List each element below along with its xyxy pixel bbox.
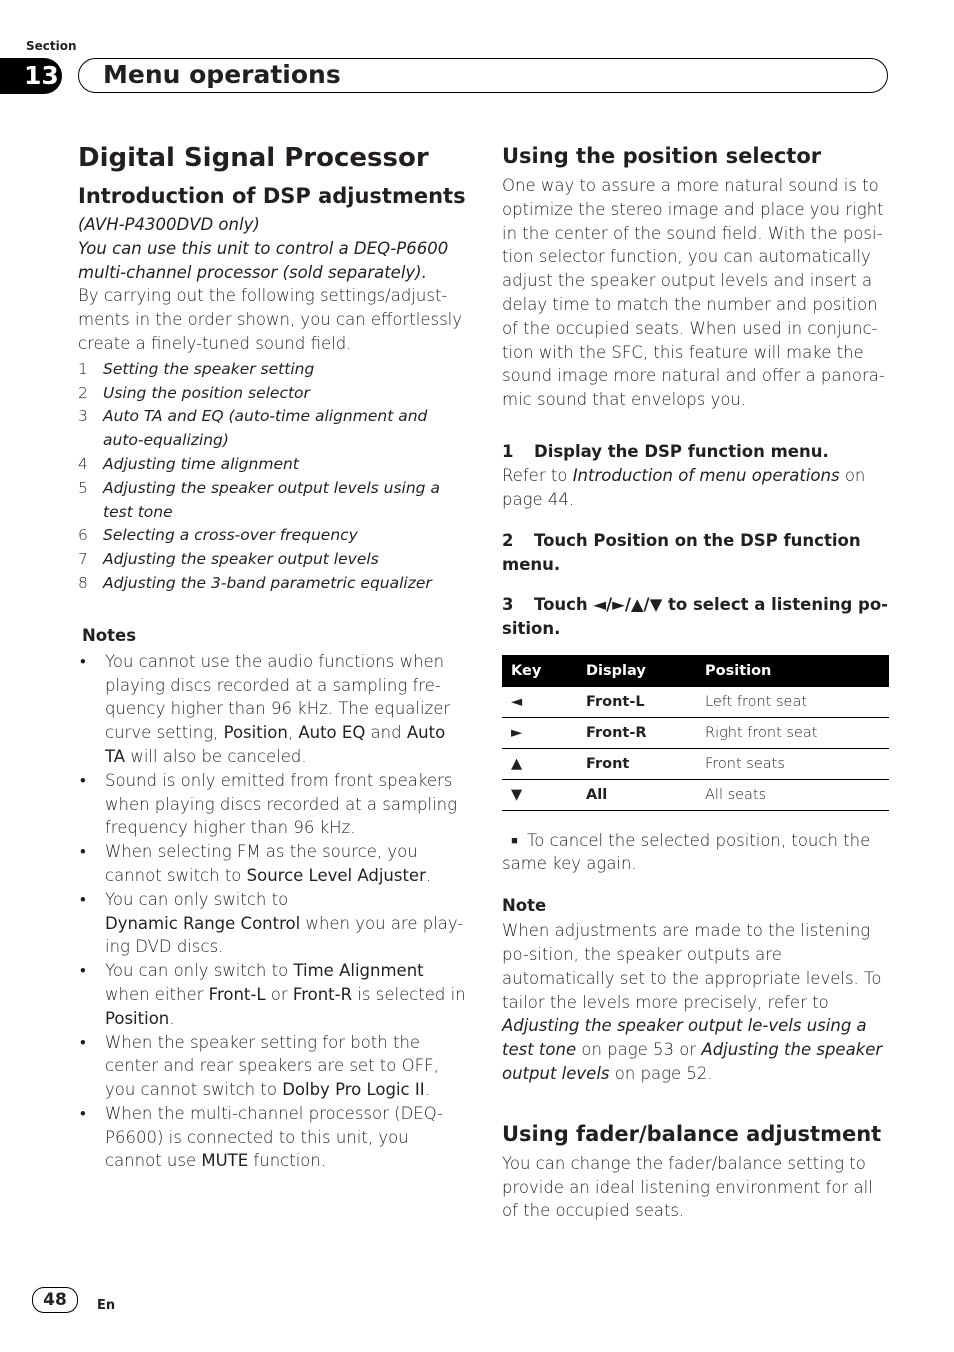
page-title: Digital Signal Processor bbox=[78, 143, 429, 173]
table-row: ► Front-R Right front seat bbox=[502, 717, 889, 748]
table-row: ▼ All All seats bbox=[502, 779, 889, 810]
list-item: 4 Adjusting time alignment bbox=[78, 454, 299, 473]
position-selector-body: One way to assure a more natural sound is to optimize the stereo image and place you right in the center of the sound field. With the posi-tion selector function, you can automatically adjust the speaker output levels and insert a delay time to match the number and position of the occupied seats. When used in conjunc-tion with the SFC, this feature will make the sound image more natural and offer a panora-mic sound that envelops you. bbox=[502, 176, 885, 410]
step-3-heading: 3 Touch ◄/►/▲/▼ to select a listening po-sition. bbox=[502, 594, 889, 638]
up-arrow-key: ▲ bbox=[502, 748, 577, 779]
note-body: When adjustments are made to the listening po-sition, the speaker outputs are automatically set to the appropriate levels. To tailor the levels more precisely, refer to Adjusting the speaker output le-vels using a test tone on page 53 or Adjusting the speaker output levels on page 52. bbox=[502, 921, 883, 1083]
table-header-row bbox=[502, 655, 889, 687]
down-arrow-key: ▼ bbox=[502, 779, 577, 810]
right-arrow-key: ► bbox=[502, 717, 577, 748]
notes-list bbox=[78, 650, 468, 1174]
list-item: • When the speaker setting for both the center and rear speakers are set to OFF, you cannot switch to Dolby Pro Logic II. bbox=[80, 1032, 439, 1100]
list-item: 5 Adjusting the speaker output levels using a test tone bbox=[78, 478, 440, 521]
section-number-badge: 13 bbox=[0, 58, 62, 94]
position-table bbox=[502, 655, 889, 811]
section-title: Menu operations bbox=[103, 60, 341, 89]
table-row: ▲ Front Front seats bbox=[502, 748, 889, 779]
subsection-title: Introduction of DSP adjustments bbox=[78, 184, 466, 208]
list-item: 2 Using the position selector bbox=[78, 383, 310, 402]
list-item: • When selecting FM as the source, you cannot switch to Source Level Adjuster. bbox=[80, 842, 432, 885]
intro-paragraph: By carrying out the following settings/adjust-ments in the order shown, you can effortlessly create a finely-tuned sound field. bbox=[78, 286, 463, 353]
list-item: • You cannot use the audio functions when playing discs recorded at a sampling fre-quency higher than 96 kHz. The equalizer curve setting, Position, Auto EQ and Auto TA will also be canceled. bbox=[80, 651, 451, 766]
table-header-key: Key bbox=[502, 655, 577, 687]
language-label: En bbox=[97, 1298, 116, 1313]
list-item: 6 Selecting a cross-over frequency bbox=[78, 526, 358, 545]
section-label: Section bbox=[26, 39, 77, 53]
position-selector-heading: Using the position selector bbox=[502, 144, 822, 168]
list-item: • When the multi-channel processor (DEQ-P6600) is connected to this unit, you cannot use MUTE function. bbox=[80, 1103, 444, 1171]
list-item: 1 Setting the speaker setting bbox=[78, 359, 315, 378]
list-item: 3 Auto TA and EQ (auto-time alignment and auto-equalizing) bbox=[78, 407, 428, 450]
fader-balance-heading: Using fader/balance adjustment bbox=[502, 1121, 882, 1146]
left-column bbox=[78, 140, 468, 1173]
list-item: • You can only switch to Time Alignment when either Front-L or Front-R is selected in Position. bbox=[80, 961, 466, 1028]
table-header-display: Display bbox=[577, 655, 696, 687]
step-2-heading: 2 Touch Position on the DSP function menu. bbox=[502, 530, 861, 574]
section-title-box bbox=[78, 58, 888, 93]
table-row: ◄ Front-L Left front seat bbox=[502, 687, 889, 718]
note-heading: Note bbox=[502, 896, 547, 916]
adjustment-steps-list bbox=[78, 358, 468, 596]
model-note: (AVH-P4300DVD only) bbox=[78, 215, 260, 234]
page-number: 48 bbox=[32, 1287, 78, 1313]
list-item: 8 Adjusting the 3-band parametric equalizer bbox=[78, 573, 432, 592]
square-bullet-icon: ■ bbox=[511, 833, 518, 847]
step-1-reference: Refer to Introduction of menu operations on page 44. bbox=[502, 465, 866, 509]
cancel-note: ■ To cancel the selected position, touch the same key again. bbox=[502, 830, 871, 874]
control-note: You can use this unit to control a DEQ-P6600 multi-channel processor (sold separately). bbox=[78, 238, 449, 282]
list-item: • Sound is only emitted from front speakers when playing discs recorded at a sampling frequency higher than 96 kHz. bbox=[80, 770, 458, 838]
notes-heading: Notes bbox=[82, 625, 137, 645]
right-column bbox=[502, 140, 890, 1223]
list-item: 7 Adjusting the speaker output levels bbox=[78, 550, 379, 569]
fader-balance-body: You can change the fader/balance setting to provide an ideal listening environment for all of the occupied seats. bbox=[502, 1153, 873, 1221]
step-1-heading: 1 Display the DSP function menu. bbox=[502, 441, 829, 461]
table-header-position: Position bbox=[696, 655, 889, 687]
left-arrow-key: ◄ bbox=[502, 687, 577, 718]
list-item: • You can only switch to Dynamic Range Control when you are play-ing DVD discs. bbox=[80, 889, 464, 957]
